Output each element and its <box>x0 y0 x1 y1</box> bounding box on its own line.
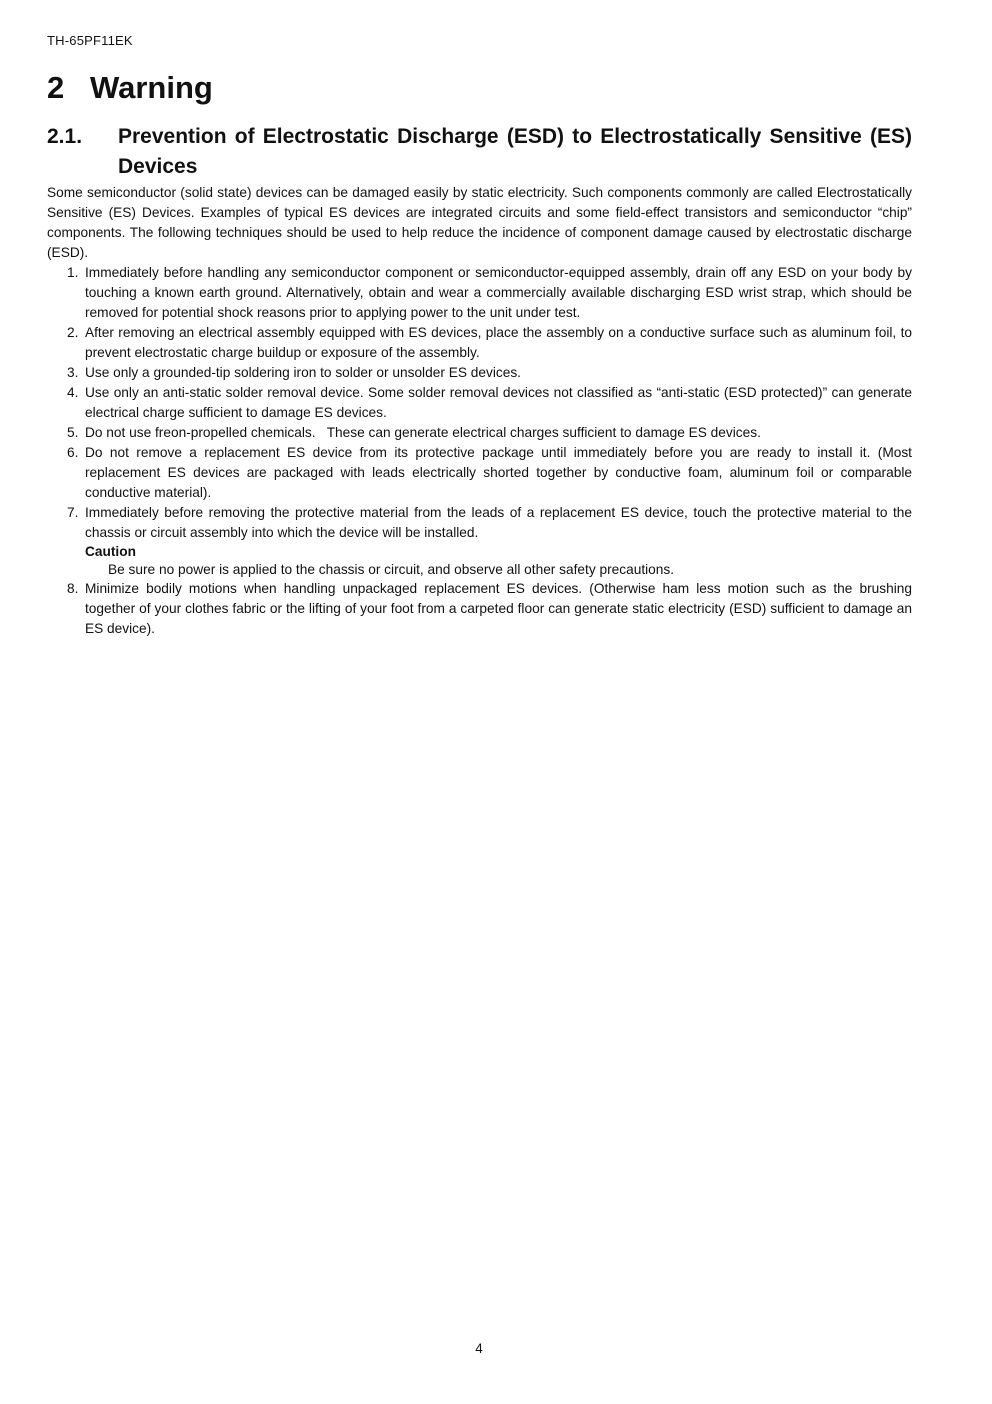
step-text: Minimize bodily motions when handling unpackaged replacement ES devices. (Otherwise ham less motion such as the brushing together of your clothes fabric or the lifting of your foot from a carpeted floor can generate static electricity (ESD) sufficient to damage an ES device). <box>85 581 912 636</box>
page-number: 4 <box>475 1341 483 1356</box>
caution-label: Caution <box>85 544 136 559</box>
chapter-number: 2 <box>47 70 65 105</box>
chapter-title: Warning <box>90 70 213 105</box>
step-number: 5. <box>67 425 79 440</box>
step-number: 7. <box>67 505 79 520</box>
step-text: Immediately before handling any semiconductor component or semiconductor-equipped assembly, drain off any ESD on your body by touching a known earth ground. Alternatively, obtain and wear a commercially available discharging ESD wrist strap, which should be removed for potential shock reasons prior to applying power to the unit under test. <box>85 265 912 320</box>
section-body <box>47 183 912 639</box>
list-item <box>47 363 912 383</box>
document-model-header: TH-65PF11EK <box>47 33 133 48</box>
step-number: 2. <box>67 325 79 340</box>
step-text: Use only an anti-static solder removal device. Some solder removal devices not classified as “anti-static (ESD protected)” can generate electrical charge sufficient to damage ES devices. <box>85 385 912 420</box>
step-number: 1. <box>67 265 79 280</box>
caution-text: Be sure no power is applied to the chassis or circuit, and observe all other safety precautions. <box>108 562 675 577</box>
list-item <box>47 443 912 503</box>
step-text: Use only a grounded-tip soldering iron to solder or unsolder ES devices. <box>85 365 521 380</box>
step-number: 8. <box>67 581 79 596</box>
list-item <box>47 579 912 639</box>
step-text: After removing an electrical assembly equipped with ES devices, place the assembly on a conductive surface such as aluminum foil, to prevent electrostatic charge buildup or exposure of the assembly. <box>85 325 912 360</box>
step-text: Do not use freon-propelled chemicals. These can generate electrical charges sufficient to damage ES devices. <box>85 425 761 440</box>
step-number: 4. <box>67 385 79 400</box>
chapter-heading <box>47 70 213 106</box>
intro-paragraph: Some semiconductor (solid state) devices can be damaged easily by static electricity. Such components commonly are called Electrostatically Sensitive (ES) Devices. Examples of typical ES devices are integrated circuits and some field-effect transistors and semiconductor “chip” components. The following techniques should be used to help reduce the incidence of component damage caused by electrostatic discharge (ESD). <box>47 185 912 260</box>
section-title: Prevention of Electrostatic Discharge (ESD) to Electrostatically Sensitive (ES) Devices <box>118 125 912 178</box>
list-item <box>47 263 912 323</box>
step-number: 3. <box>67 365 79 380</box>
list-item <box>47 383 912 423</box>
section-number: 2.1. <box>47 125 83 148</box>
step-number: 6. <box>67 445 79 460</box>
step-text: Immediately before removing the protective material from the leads of a replacement ES device, touch the protective material to the chassis or circuit assembly into which the device will be installed. <box>85 505 912 540</box>
step-text: Do not remove a replacement ES device from its protective package until immediately before you are ready to install it. (Most replacement ES devices are packaged with leads electrically shorted together by conductive foam, aluminum foil or comparable conductive material). <box>85 445 912 500</box>
list-item <box>47 423 912 443</box>
list-item <box>47 503 912 579</box>
esd-steps-list <box>47 263 912 639</box>
section-heading <box>47 122 912 182</box>
list-item <box>47 323 912 363</box>
